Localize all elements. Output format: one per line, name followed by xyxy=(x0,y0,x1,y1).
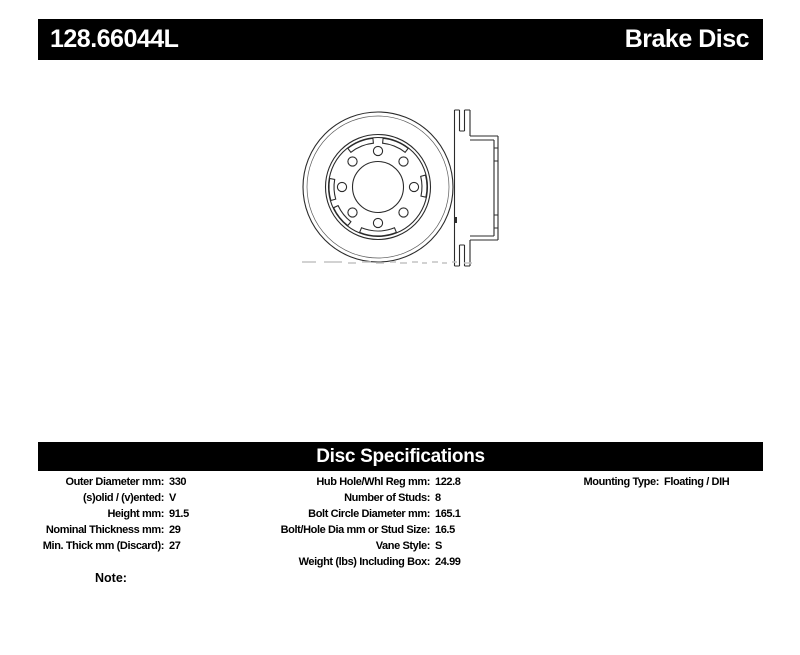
stud-hole xyxy=(399,157,408,166)
spec-row-weight xyxy=(280,554,461,570)
center-hole xyxy=(353,162,404,213)
hat-outer-ring xyxy=(326,135,431,240)
spec-label: Min. Thick mm (Discard): xyxy=(42,540,164,552)
spec-row-mounting-type xyxy=(555,474,729,490)
stud-hole xyxy=(373,218,382,227)
stud-hole xyxy=(373,146,382,155)
spec-label: Hub Hole/Whl Reg mm: xyxy=(316,476,430,488)
stud-hole xyxy=(348,208,357,217)
spec-label: Bolt/Hole Dia mm or Stud Size: xyxy=(280,524,430,536)
spec-label: Weight (lbs) Including Box: xyxy=(298,556,430,568)
spec-value: 330 xyxy=(169,476,187,488)
spec-value: 29 xyxy=(169,524,181,536)
hat-slot xyxy=(329,179,336,201)
hat-slot xyxy=(334,206,351,226)
spec-value: 8 xyxy=(435,492,441,504)
spec-value: 91.5 xyxy=(169,508,189,520)
spec-value: 165.1 xyxy=(435,508,461,520)
hat-slot xyxy=(360,228,397,236)
header-bar xyxy=(38,19,763,60)
technical-drawing-area xyxy=(296,104,508,274)
brake-disc-drawing-icon xyxy=(296,104,508,274)
spec-value: 27 xyxy=(169,540,181,552)
spec-value: 16.5 xyxy=(435,524,455,536)
stud-hole xyxy=(409,182,418,191)
stud-hole xyxy=(337,182,346,191)
faint-watermark-marks xyxy=(302,262,472,263)
spec-row-solid-vented xyxy=(30,490,189,506)
spec-section-title: Disc Specifications xyxy=(316,446,485,467)
spec-label: Outer Diameter mm: xyxy=(65,476,164,488)
spec-column-middle xyxy=(280,474,461,570)
spec-row-bolt-hole-dia xyxy=(280,522,461,538)
spec-row-nominal-thickness xyxy=(30,522,189,538)
spec-row-bolt-circle-diameter xyxy=(280,506,461,522)
spec-column-right xyxy=(555,474,729,490)
spec-row-min-thickness xyxy=(30,538,189,554)
side-view-outline xyxy=(455,110,499,266)
spec-label: Number of Studs: xyxy=(344,492,430,504)
spec-label: Mounting Type: xyxy=(583,476,659,488)
spec-row-vane-style xyxy=(280,538,461,554)
spec-value: 122.8 xyxy=(435,476,461,488)
stud-hole xyxy=(348,157,357,166)
spec-value: S xyxy=(435,540,442,552)
note-label: Note: xyxy=(95,571,127,585)
spec-label: Bolt Circle Diameter mm: xyxy=(308,508,430,520)
spec-label: Vane Style: xyxy=(375,540,430,552)
spec-row-number-of-studs xyxy=(280,490,461,506)
spec-value: 24.99 xyxy=(435,556,461,568)
spec-row-outer-diameter xyxy=(30,474,189,490)
spec-label: (s)olid / (v)ented: xyxy=(82,492,164,504)
spec-label: Height mm: xyxy=(107,508,164,520)
spec-column-left xyxy=(30,474,189,554)
spec-value: V xyxy=(169,492,176,504)
side-view-mark xyxy=(454,217,457,223)
spec-row-hub-hole xyxy=(280,474,461,490)
hat-slot xyxy=(421,175,427,197)
part-number: 128.66044L xyxy=(50,25,179,53)
spec-row-height xyxy=(30,506,189,522)
spec-section-header xyxy=(38,442,763,471)
spec-value: Floating / DIH xyxy=(664,476,730,488)
page-title: Brake Disc xyxy=(624,25,749,53)
stud-hole xyxy=(399,208,408,217)
spec-label: Nominal Thickness mm: xyxy=(45,524,164,536)
